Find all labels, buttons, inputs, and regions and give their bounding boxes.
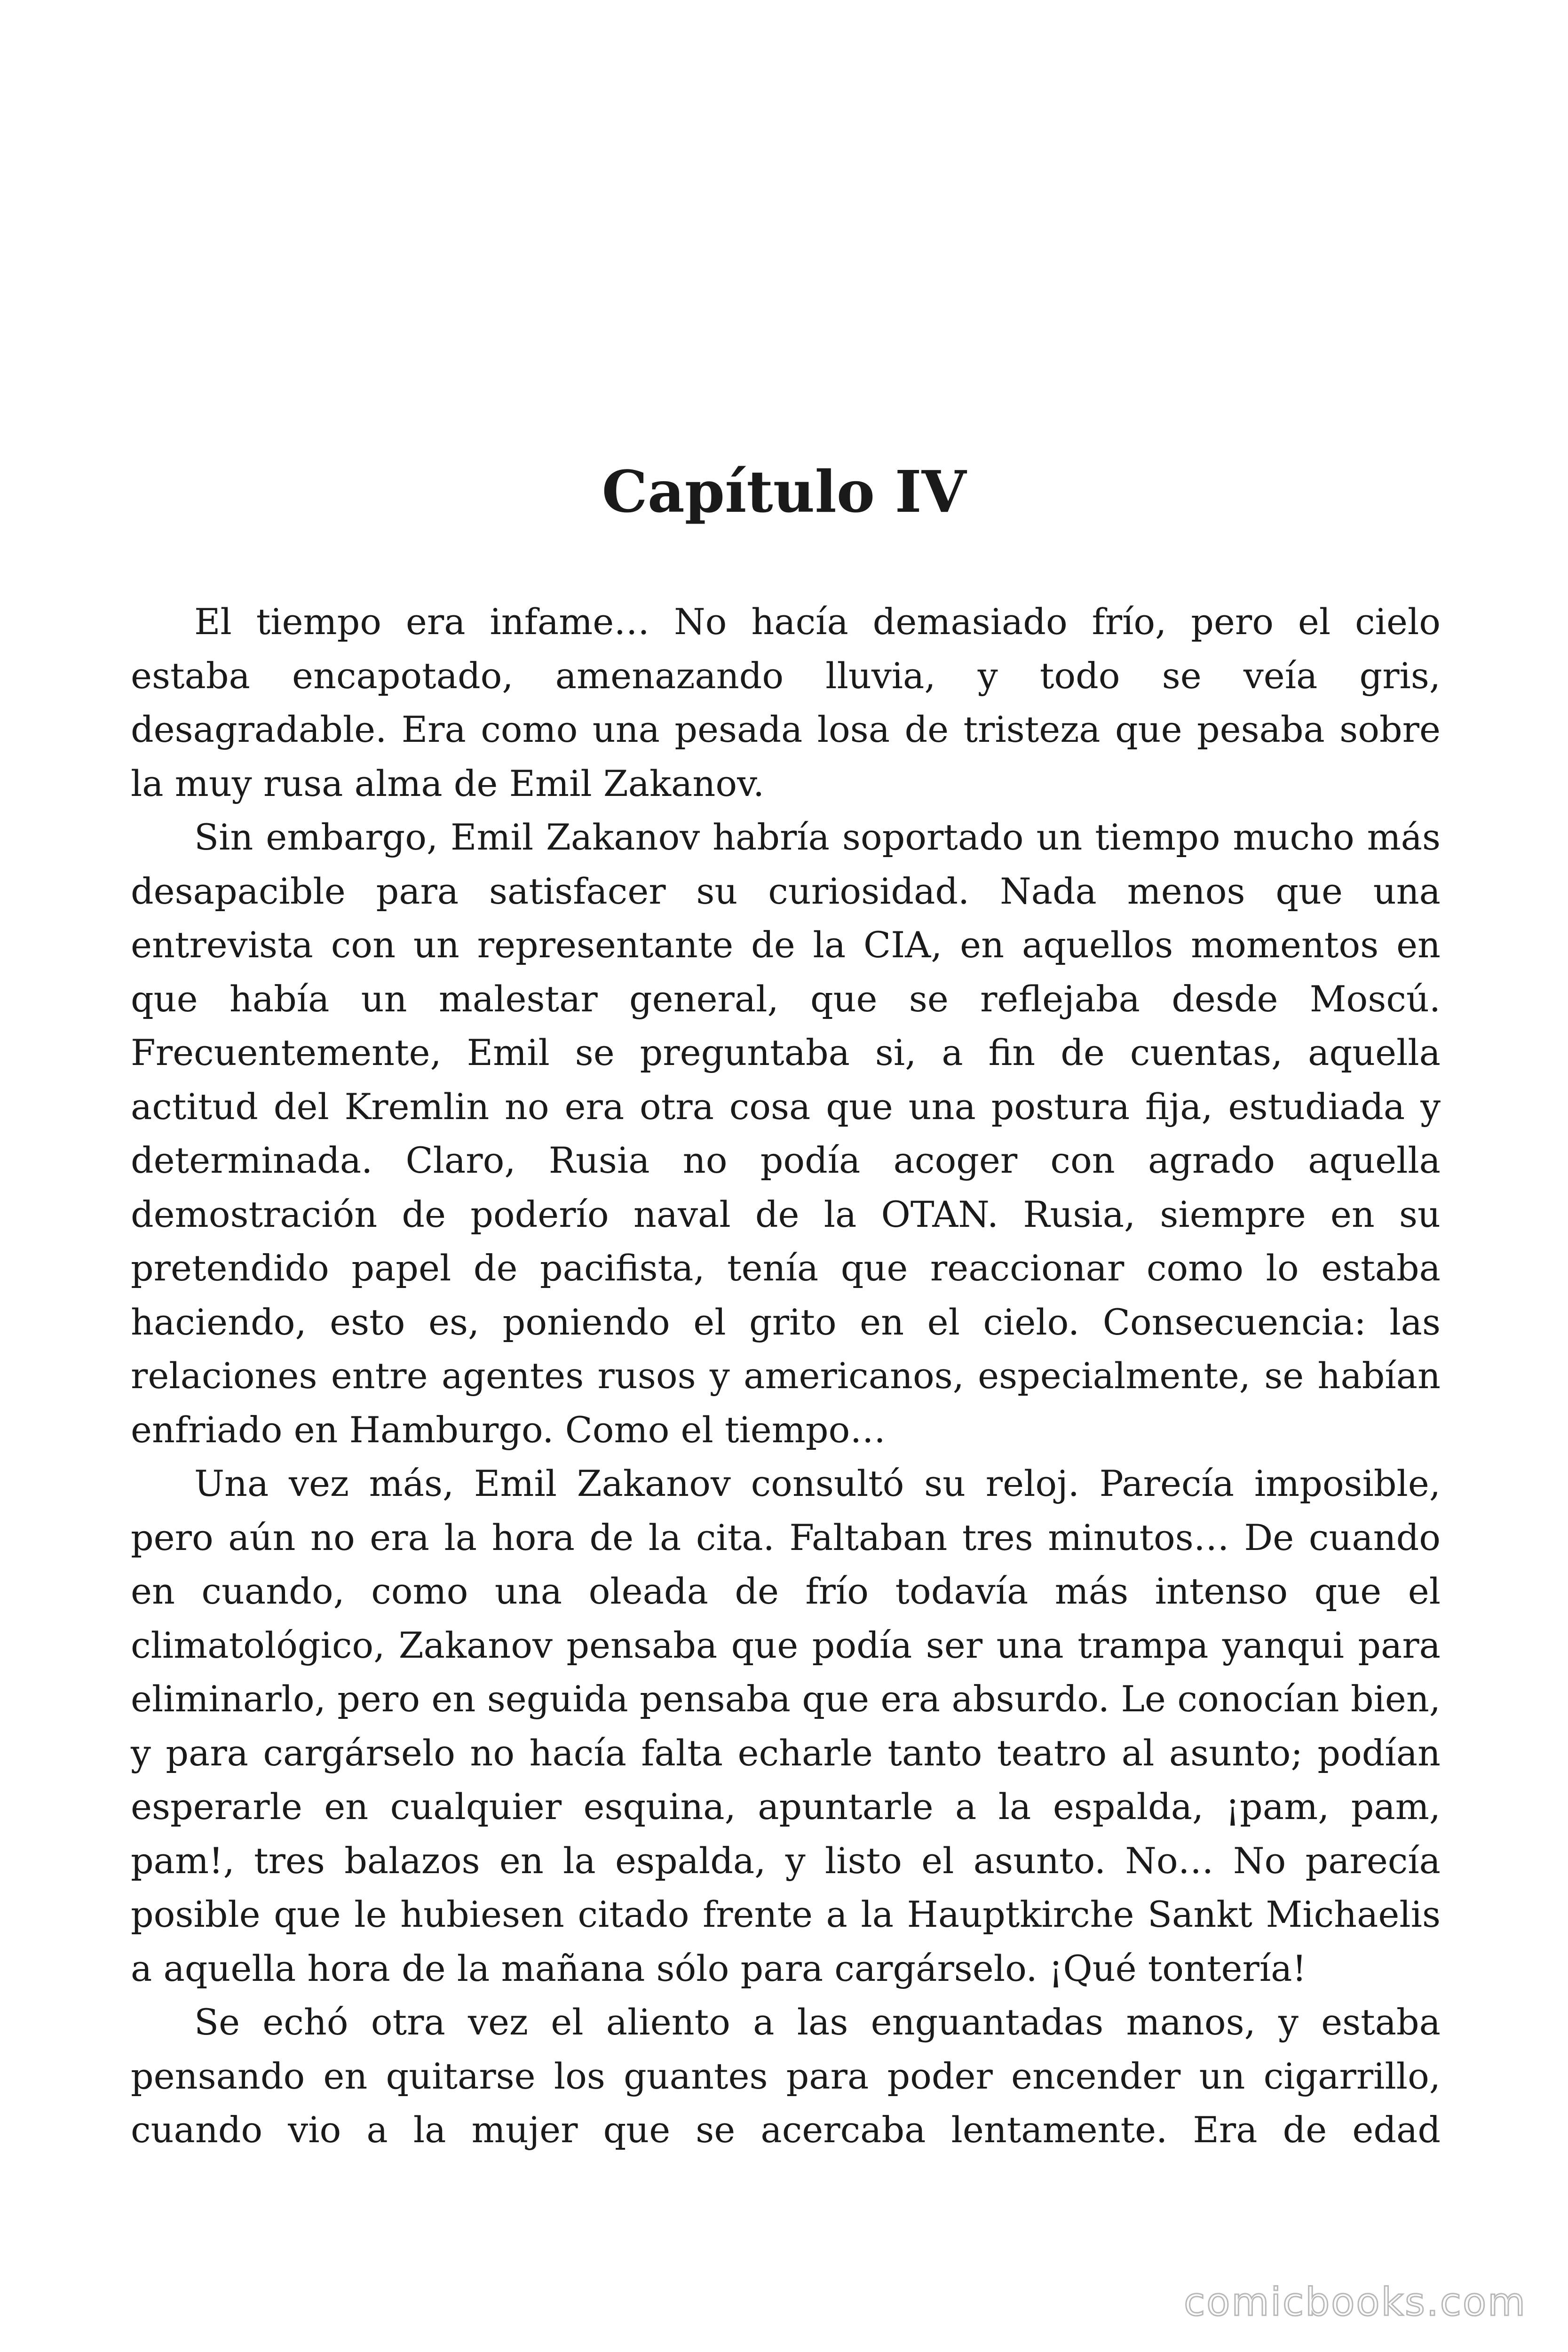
chapter-body <box>131 595 1441 2157</box>
watermark: comicbooks.com <box>1184 2280 1527 2325</box>
paragraph: El tiempo era infame… No hacía demasiado frío, pero el cielo estaba encapotado, amenazando lluvia, y todo se veía gris, desagradable. Era como una pesada losa de tristeza que pesaba sobre la muy rusa alma de Emil Zakanov. <box>131 601 1441 804</box>
paragraph: Sin embargo, Emil Zakanov habría soportado un tiempo mucho más desapacible para satisfacer su curiosidad. Nada menos que una entrevista con un representante de la CIA, en aquellos momentos en que había un malestar general, que se reflejaba desde Moscú. Frecuentemente, Emil se preguntaba si, a fin de cuentas, aquella actitud del Kremlin no era otra cosa que una postura fija, estudiada y determinada. Claro, Rusia no podía acoger con agrado aquella demostración de poderío naval de la OTAN. Rusia, siempre en su pretendido papel de pacifista, tenía que reaccionar como lo estaba haciendo, esto es, poniendo el grito en el cielo. Consecuencia: las relaciones entre agentes rusos y americanos, especialmente, se habían enfriado en Hamburgo. Como el tiempo… <box>131 816 1441 1451</box>
paragraph: Se echó otra vez el aliento a las enguantadas manos, y estaba pensando en quitarse los guantes para poder encender un cigarrillo, cuando vio a la mujer que se acercaba lentamente. Era de edad <box>131 2001 1441 2151</box>
chapter-title: Capítulo IV <box>602 458 966 525</box>
paragraph: Una vez más, Emil Zakanov consultó su reloj. Parecía imposible, pero aún no era la hora de la cita. Faltaban tres minutos… De cuando en cuando, como una oleada de frío todavía más intenso que el climatológico, Zakanov pensaba que podía ser una trampa yanqui para eliminarlo, pero en seguida pensaba que era absurdo. Le conocían bien, y para cargárselo no hacía falta echarle tanto teatro al asunto; podían esperarle en cualquier esquina, apuntarle a la espalda, ¡pam, pam, pam!, tres balazos en la espalda, y listo el asunto. No… No parecía posible que le hubiesen citado frente a la Hauptkirche Sankt Michaelis a aquella hora de la mañana sólo para cargárselo. ¡Qué tontería! <box>131 1462 1441 1989</box>
